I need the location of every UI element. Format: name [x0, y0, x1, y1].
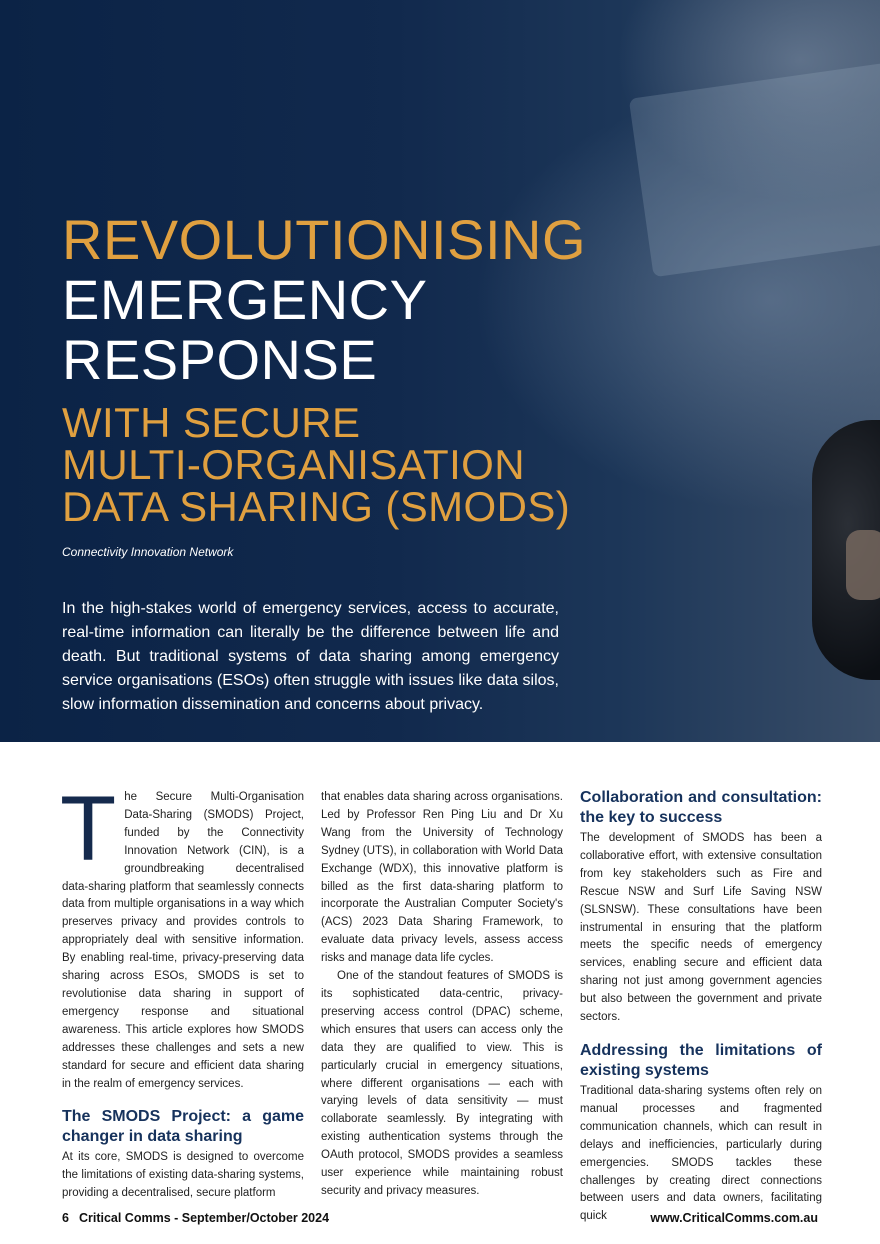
article-column-3 [580, 788, 822, 1226]
section-heading-collaboration: Collaboration and consultation: the key to success [580, 789, 822, 826]
intro-paragraph: he Secure Multi-Organisation Data-Sharing (SMODS) Project, funded by the Connectivity Innovation Network (CIN), is a groundbreaking decentralised data-sharing platform that seamlessly connects data from multiple organisations in a way which preserves privacy and provides controls to appropriately deal with sensitive information. By enabling real-time, privacy-preserving data sharing across ESOs, SMODS is set to revolutionise data sharing in support of emergency response and situational awareness. This article explores how SMODS addresses these challenges and sets a new standard for secure and efficient data sharing in the realm of emergency services. [62, 791, 304, 1090]
subtitle-line-1: WITH SECURE [62, 399, 361, 446]
article-title [62, 208, 762, 530]
title-line-3: RESPONSE [62, 328, 378, 391]
background-photo-hand [846, 530, 880, 600]
paragraph: Traditional data-sharing systems often rely on manual processes and fragmented communication channels, which can result in delays and inefficiencies, particularly during emergencies. SMODS tackles these challenges by creating direct connections between users and data owners, facilitating quick [580, 1084, 822, 1223]
drop-cap: T [60, 778, 117, 880]
paragraph: The development of SMODS has been a collaborative effort, with extensive consultation from key stakeholders such as Fire and Rescue NSW and Surf Life Saving NSW (SLSNSW). These consultations have been instrumental in ensuring that the platform meets the specific needs of emergency services, enabling secure and efficient data sharing not just among government agencies but also between the government and private sectors. [580, 832, 822, 1024]
website-link[interactable]: www.CriticalComms.com.au [650, 1211, 818, 1225]
lede-paragraph: In the high-stakes world of emergency services, access to accurate, real-time information can literally be the difference between life and death. But traditional systems of data sharing among emergency service organisations (ESOs) often struggle with issues like data silos, slow information dissemination and concerns about privacy. [62, 600, 559, 713]
paragraph: that enables data sharing across organisations. Led by Professor Ren Ping Liu and Dr Xu Wang from the University of Technology Sydney (UTS), in collaboration with World Data Exchange (WDX), this innovative platform is billed as the first data-sharing platform to incorporate the Australian Computer Society's (ACS) 2023 Data Sharing Framework, to evaluate data privacy levels, assess access risks and manage data life cycles. [321, 791, 563, 965]
byline: Connectivity Innovation Network [62, 545, 234, 559]
paragraph: At its core, SMODS is designed to overcome the limitations of existing data-sharing systems, providing a decentralised, secure platform [62, 1151, 304, 1200]
page-footer-left [62, 1211, 329, 1225]
paragraph: One of the standout features of SMODS is its sophisticated data-centric, privacy-preserving access control (DPAC) scheme, which ensures that users can access only the data they are qualified to view. This is particularly crucial in emergency situations, where different organisations — each with varying levels of data sensitivity — must collaborate seamlessly. By integrating with existing authentication systems through the OAuth protocol, SMODS provides a seamless user experience while maintaining robust security and privacy measures. [321, 970, 563, 1197]
subtitle-line-3: DATA SHARING (SMODS) [62, 483, 571, 530]
section-heading-smods-project: The SMODS Project: a game changer in data sharing [62, 1108, 304, 1146]
publication-name: Critical Comms - September/October 2024 [78, 1211, 330, 1225]
article-column-1 [60, 778, 304, 1203]
subtitle-line-2: MULTI-ORGANISATION [62, 441, 525, 488]
article-column-2 [321, 789, 563, 1201]
section-heading-limitations: Addressing the limitations of existing systems [580, 1041, 822, 1079]
page-number: 6 [62, 1211, 69, 1225]
title-line-1: REVOLUTIONISING [62, 208, 587, 271]
title-line-2: EMERGENCY [62, 268, 428, 331]
